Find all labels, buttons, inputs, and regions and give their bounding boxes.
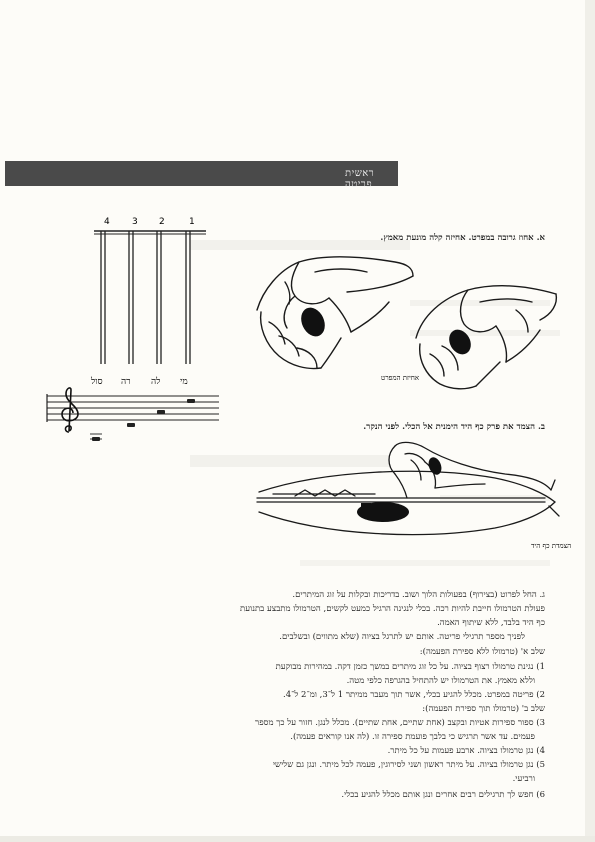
string-number: 1 — [189, 217, 195, 227]
string-note-name: רה — [121, 377, 131, 387]
string-note-name: סול — [91, 377, 103, 387]
pick-icon — [445, 326, 475, 359]
strings-diagram — [88, 212, 228, 392]
bridge — [361, 503, 371, 513]
section-title: ראשית פריטה — [345, 168, 375, 190]
exercise-3-line-2: פעמים. עד אשר תרגיש כי בלבך פועמת ספירה זו. (לה אנו קוראים פעמה). — [290, 732, 535, 742]
exercise-4: 4) נגן טרמולו בציוה. ארבע פעמות על כל מיתר. — [387, 746, 545, 756]
paragraph-tremolo-3: כף היד בלבד, ללא שיתוף האמה. — [437, 618, 545, 628]
string-number: 2 — [159, 217, 165, 227]
treble-clef-icon — [62, 388, 78, 432]
exercise-1-line-2: וללא מאמץ. את הטרמולו יש להתחיל בהגרפה כלפי מטה. — [346, 676, 535, 686]
music-staff — [47, 392, 227, 452]
page-edge — [585, 0, 595, 842]
note-head — [187, 399, 195, 403]
exercise-5-line-1: 5) נגן טרמולו בציוה. על מיתר ראשון ושני לסירוגין, פעמה לכל מיתר. ונגן גם שלישי — [272, 760, 545, 770]
stage-b-heading: שלב ב' (טרמולו תוך ספירת הפעמה): — [422, 704, 545, 714]
exercise-5-line-2: ורביעי. — [512, 774, 535, 784]
hand-holding-pick-illustration-2 — [412, 280, 562, 395]
paragraph-exercises-intro: לפניך מספר תרגילי פריטה. אותם יש לתרגל בציוה (שלא מתווים) ובשלבים. — [279, 632, 525, 642]
step-b-text: ב. הצמד את פרק כף היד הימנית אל הכלי. לפני הנקר. — [363, 422, 545, 432]
string-note-name: מי — [180, 377, 188, 387]
exercise-3-line-1: 3) ספור ספירות אטיות ובקצב (אחת שתיים, אחת שתיים). מכלל לנגן. חזור על כך מספר — [255, 718, 545, 728]
pick-icon — [297, 304, 330, 340]
hand-on-instrument-illustration — [255, 440, 572, 550]
exercise-1-line-1: 1) נגינת טרמולו רצוף בציוה. על כל זוג מיתרים במשך כזמן דקה. במהירות מבוקעת — [275, 662, 545, 672]
note-head — [157, 410, 165, 414]
exercise-2: 2) פריטה במפרט. מכלל להגיע בכלי, אשר תוך מעבר ממיתר 1 ל־3, ומ־2 ל־4. — [282, 690, 545, 700]
paragraph-tremolo-2: פעולת הטרמולו חייבת להיות רכה. בכלי לנגינה הרגיל כמעט לקשים, הטרמולו מתבצע בתנועת — [240, 604, 545, 614]
paragraph-tremolo-1: ג. החל לפרוט (בצירוף) בפעולות הלוך ושוב. בדריכות ובקלות על זוג המיתרים. — [292, 590, 545, 600]
caption-pick-hold: אחיזת המפרט — [381, 374, 420, 382]
string-number: 4 — [104, 217, 110, 227]
hand-holding-pick-illustration — [255, 252, 420, 387]
exercise-6: 6) חפש לך תרגילים רבים אחרים ונגן אותם מכלל להגיע בכלי. — [341, 790, 545, 800]
step-a-text: א. אחוז גרובה במפרט. אחיזה קלה מונעת מאמץ. — [380, 233, 545, 243]
caption-hand-position: הצמדת כף היד — [531, 542, 572, 550]
stage-a-heading: שלב א' (טרמולו ללא ספירת הפעמה): — [419, 647, 545, 657]
page-edge — [0, 836, 595, 842]
section-header-bar — [5, 161, 398, 190]
string-number: 3 — [132, 217, 138, 227]
string-note-name: לה — [151, 377, 161, 387]
pick-icon — [426, 455, 443, 476]
bleed-through — [300, 560, 550, 566]
note-head — [127, 423, 135, 427]
